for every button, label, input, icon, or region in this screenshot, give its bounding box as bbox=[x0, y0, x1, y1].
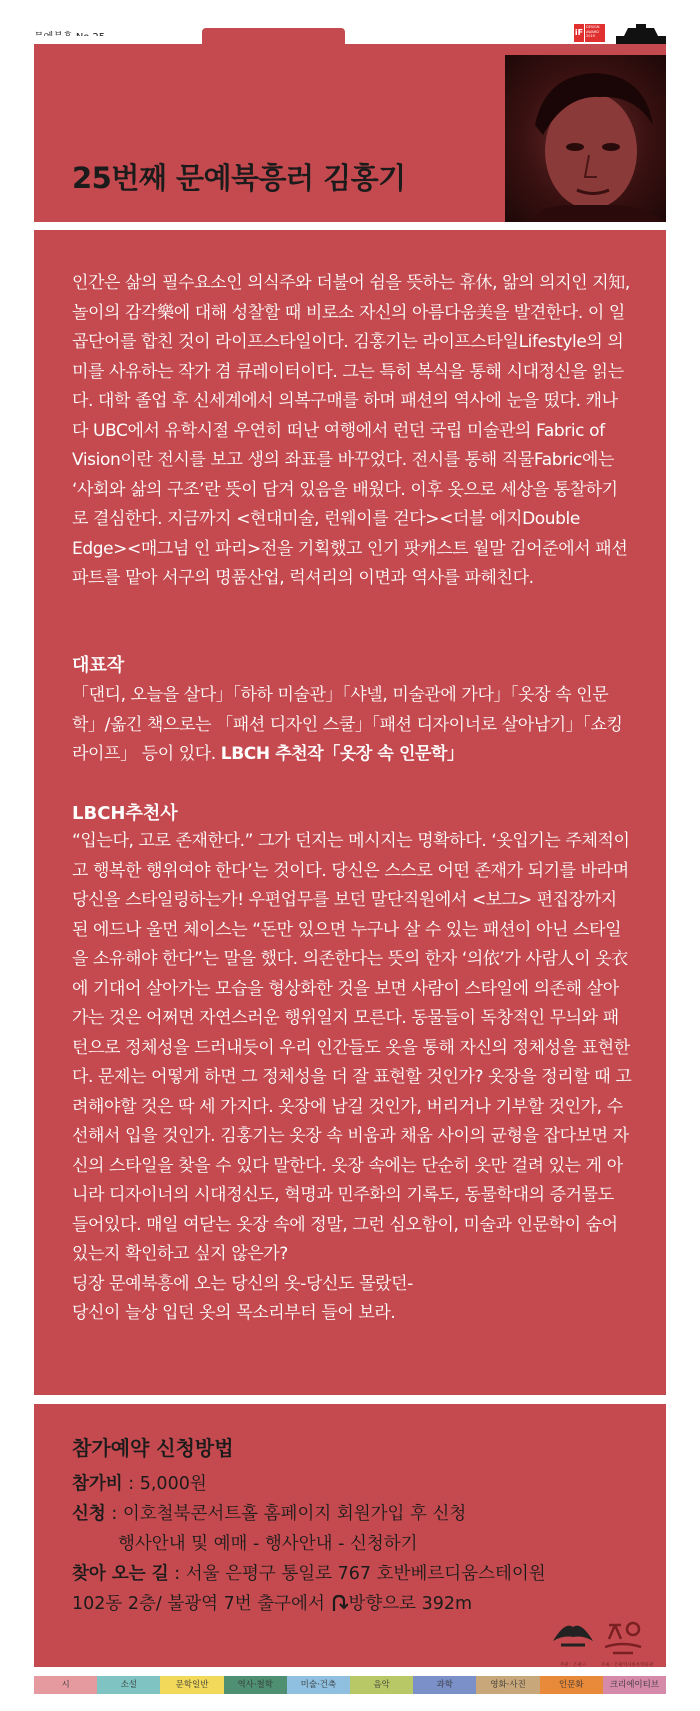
apply-row bbox=[72, 1499, 612, 1529]
works-text bbox=[72, 681, 632, 770]
route-row bbox=[72, 1559, 612, 1589]
if-award-logo: iF DESIGN AWARD 2019 bbox=[574, 24, 606, 46]
route-value-2b: 방향으로 392m bbox=[348, 1594, 473, 1614]
author-portrait bbox=[505, 55, 666, 222]
route-row-2 bbox=[72, 1589, 612, 1619]
route-label: 찾아 오는 길 bbox=[72, 1564, 169, 1584]
page-title: 25번째 문예북흥러 김홍기 bbox=[72, 161, 406, 195]
u-turn-right-icon bbox=[330, 1592, 348, 1610]
recommendation-closing-2: 당신이 늘상 입던 옷의 목소리부터 들어 보라. bbox=[72, 1303, 396, 1323]
category-item: 문학일반 bbox=[160, 1676, 223, 1694]
category-item: 미술·건축 bbox=[287, 1676, 350, 1694]
header-tab bbox=[202, 28, 345, 48]
category-bar bbox=[34, 1676, 666, 1694]
category-item: 과학 bbox=[413, 1676, 476, 1694]
recommendation-closing-1: 딩장 문예북흥에 오는 당신의 옷-당신도 몰랐던- bbox=[72, 1273, 413, 1294]
category-item: 크리에이티브 bbox=[603, 1676, 666, 1694]
apply-value: : 이호철북콘서트홀 홈페이지 회원가입 후 신청 bbox=[105, 1504, 467, 1524]
route-value: : 서울 은평구 통일로 767 호반베르디움스테이원 bbox=[168, 1564, 546, 1584]
recommendation-paragraph: “입는다, 고로 존재한다.” 그가 던지는 메시지는 명확하다. ‘옷입기는 주체적이고 행복한 행위여야 한다’는 것이다. 당신은 스스로 어떤 존재가 되기를 바라며 당신을 스타일링하는가! 우편업무를 보던 말단직원에서 <보그> 편집장까지 된 에드나 울먼 체이스는 “돈만 있으면 누구나 살 수 있는 패션이 아닌 스타일을 소유해야 한다”는 말을 했다. 의존한다는 뜻의 한자 ‘의依’가 사람人이 옷衣에 기대어 살아가는 모습을 형상화한 것을 보면 사람이 스타일에 의존해 살아가는 것은 어쩌면 자연스러운 행위일지 모른다. 동물들이 독창적인 무늬와 패턴으로 정체성을 드러내듯이 우리 인간들도 옷을 통해 자신의 정체성을 표현한다. 문제는 어떻게 하면 그 정체성을 더 잘 표현할 것인가? 옷장을 정리할 때 고려해야할 것은 딱 세 가지다. 옷장에 남길 것인가, 버리거나 기부할 것인가, 수선해서 입을 것인가. 김홍기는 옷장 속 비움과 채움 사이의 균형을 잡다보면 자신의 스타일을 찾을 수 있다 말한다. 옷장 속에는 단순히 옷만 걸려 있는 게 아니라 디자이너의 시대정신도, 혁명과 민주화의 기록도, 동물학대의 증거물도 들어있다. 매일 여닫는 옷장 속에 정말, 그런 심오함이, 미술과 인문학이 숨어 있는지 확인하고 싶지 않은가? bbox=[72, 831, 632, 1264]
eunpyeong-logo: 주관 : 은평구 bbox=[551, 1615, 595, 1669]
apply-label: 신청 bbox=[72, 1504, 106, 1524]
works-list: 「댄디, 오늘을 살다」「하하 미술관」「샤넬, 미술관에 가다」「옷장 속 인문학」/옮긴 책으로는 「패션 디자인 스쿨」「패션 디자이너로 살아남기」「쇼킹 라이프」 등이 있다. bbox=[72, 685, 623, 764]
info-heading: 참가예약 신청방법 bbox=[72, 1436, 234, 1460]
category-item: 인문화 bbox=[540, 1676, 603, 1694]
footer-logos bbox=[551, 1615, 653, 1669]
recommendation-heading: LBCH추천사 bbox=[72, 803, 178, 824]
category-item: 소설 bbox=[97, 1676, 160, 1694]
route-value-2a: 102동 2층/ 불광역 7번 출구에서 bbox=[72, 1594, 331, 1614]
fee-value: : 5,000원 bbox=[122, 1474, 207, 1494]
category-item: 시 bbox=[34, 1676, 97, 1694]
works-heading: 대표작 bbox=[72, 655, 125, 676]
author-bio: 인간은 삶의 필수요소인 의식주와 더불어 쉼을 뜻하는 휴休, 앎의 의지인 지知, 놀이의 감각樂에 대해 성찰할 때 비로소 자신의 아름다움美을 발견한다. 이 일곱단어를 합친 것이 라이프스타일이다. 김홍기는 라이프스타일Lifestyle의 의미를 사유하는 작가 겸 큐레이터이다. 그는 특히 복식을 통해 시대정신을 읽는다. 대학 졸업 후 신세계에서 의복구매를 하며 패션의 역사에 눈을 떴다. 캐나다 UBC에서 유학시절 우연히 떠난 여행에서 런던 국립 미술관의 Fabric of Vision이란 전시를 보고 생의 좌표를 바꾸었다. 전시를 통해 직물Fabric에는 ‘사회와 삶의 구조’란 뜻이 담겨 있음을 배웠다. 이후 옷으로 세상을 통찰하기로 결심한다. 지금까지 <현대미술, 런웨이를 걷다><더블 에지Double Edge><매그넘 인 파리>전을 기획했고 인기 팟캐스트 월말 김어준에서 패션파트를 맡아 서구의 명품산업, 럭셔리의 이면과 역사를 파헤친다. bbox=[72, 273, 630, 588]
fee-label: 참가비 bbox=[72, 1474, 123, 1494]
fee-row bbox=[72, 1469, 612, 1499]
category-item: 음악 bbox=[350, 1676, 413, 1694]
info-details bbox=[72, 1469, 612, 1619]
hanok-museum-footer-logo: 주최 : 은평역사한옥박물관 bbox=[601, 1615, 653, 1669]
category-item: 영화·사진 bbox=[476, 1676, 539, 1694]
apply-row-2: 행사안내 및 예매 - 행사안내 - 신청하기 bbox=[118, 1534, 418, 1554]
recommendation-text bbox=[72, 827, 632, 1329]
recommended-work: LBCH 추천작「옷장 속 인문학」 bbox=[220, 744, 464, 764]
category-item: 역사·철학 bbox=[224, 1676, 287, 1694]
